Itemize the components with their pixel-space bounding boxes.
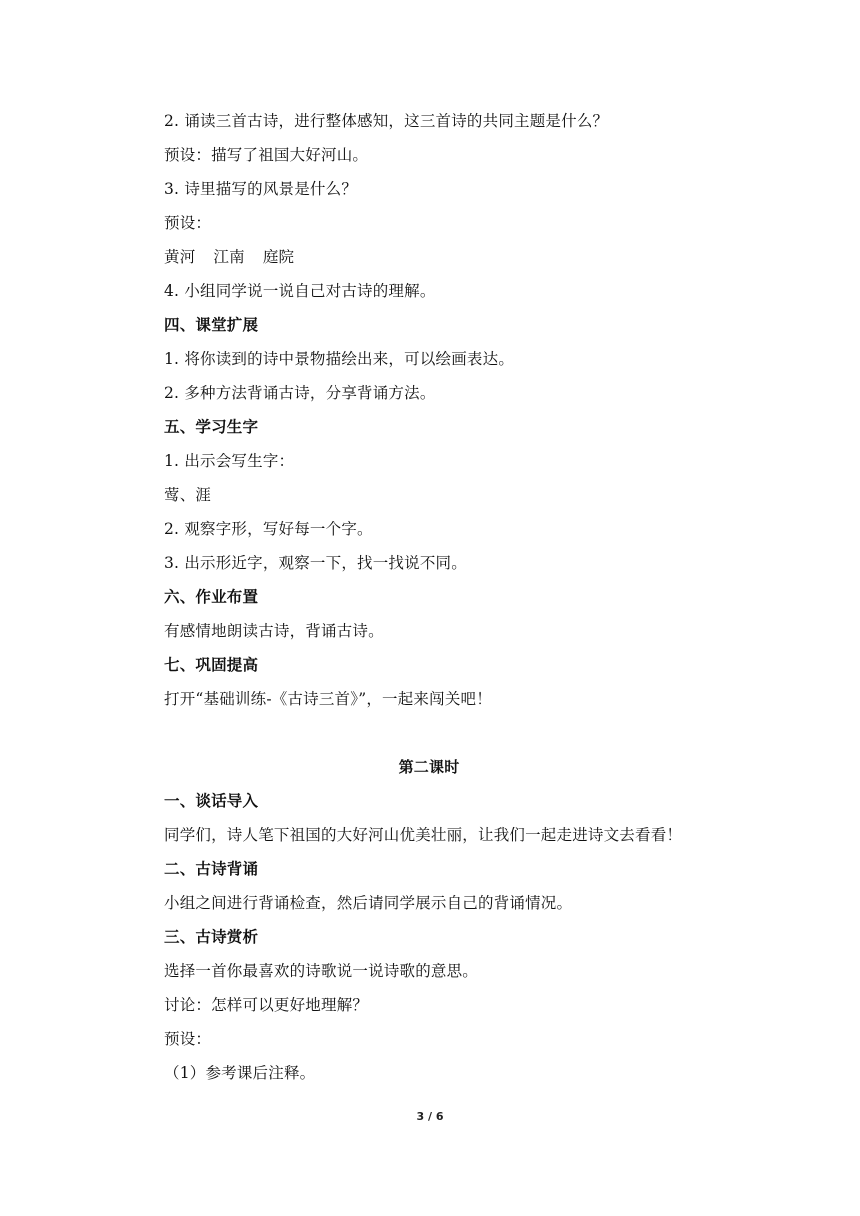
section-heading-appreciation: 三、古诗赏析	[164, 928, 259, 946]
lesson-2-title: 第二课时	[398, 758, 460, 776]
section-heading-consolidation: 七、巩固提高	[164, 656, 259, 674]
question-2-answer: 预设：描写了祖国大好河山。	[164, 146, 369, 164]
characters-item-2: 2. 观察字形，写好每一个字。	[164, 520, 373, 538]
scenery-list	[164, 240, 744, 274]
section-heading-introduction: 一、谈话导入	[164, 792, 259, 810]
section-heading-classroom-extension: 四、课堂扩展	[164, 316, 259, 334]
scenery-item: 庭院	[262, 248, 295, 266]
extension-item-2: 2. 多种方法背诵古诗，分享背诵方法。	[164, 384, 436, 402]
extension-item-1: 1. 将你读到的诗中景物描绘出来，可以绘画表达。	[164, 350, 515, 368]
page-number: 3 / 6	[416, 1110, 444, 1123]
introduction-text: 同学们，诗人笔下祖国的大好河山优美壮丽，让我们一起走进诗文去看看！	[164, 826, 683, 844]
recitation-text: 小组之间进行背诵检查，然后请同学展示自己的背诵情况。	[164, 894, 573, 912]
consolidation-text: 打开“基础训练-《古诗三首》”，一起来闯关吧！	[164, 690, 492, 708]
question-3-answer-label: 预设：	[164, 214, 212, 232]
question-3: 3. 诗里描写的风景是什么？	[164, 180, 358, 198]
section-heading-new-characters: 五、学习生字	[164, 418, 259, 436]
question-4: 4. 小组同学说一说自己对古诗的理解。	[164, 282, 436, 300]
section-heading-recitation: 二、古诗背诵	[164, 860, 259, 878]
appreciation-preset-label: 预设：	[164, 1030, 212, 1048]
question-2: 2. 诵读三首古诗，进行整体感知，这三首诗的共同主题是什么？	[164, 112, 609, 130]
scenery-item: 江南	[213, 248, 245, 266]
scenery-item: 黄河	[164, 248, 196, 266]
document-body	[164, 104, 744, 1090]
appreciation-discussion: 讨论：怎样可以更好地理解？	[164, 996, 369, 1014]
characters-item-1: 1. 出示会写生字：	[164, 452, 295, 470]
homework-text: 有感情地朗读古诗，背诵古诗。	[164, 622, 384, 640]
characters-list: 莺、涯	[164, 486, 212, 504]
section-heading-homework: 六、作业布置	[164, 588, 259, 606]
appreciation-item-1: （1）参考课后注释。	[164, 1064, 316, 1082]
appreciation-text: 选择一首你最喜欢的诗歌说一说诗歌的意思。	[164, 962, 479, 980]
characters-item-3: 3. 出示形近字，观察一下，找一找说不同。	[164, 554, 467, 572]
